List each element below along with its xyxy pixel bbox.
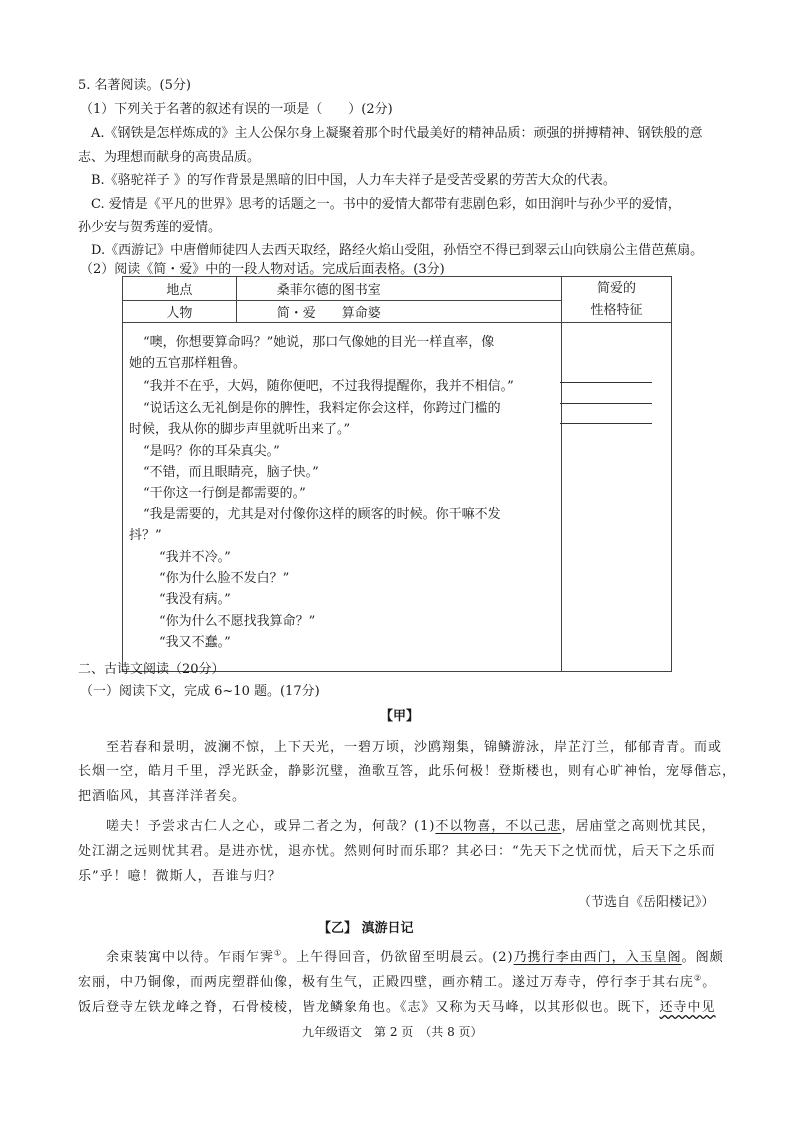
jia-source: （节选自《岳阳楼记》） [578, 895, 715, 910]
wavy-underlined-phrase: 还寺中见 [659, 1000, 716, 1015]
people-value: 简・爱 算命婆 [236, 301, 561, 323]
place-value: 桑菲尔德的图书室 [236, 277, 561, 301]
dialogue-line: “我并不冷。” [159, 550, 231, 565]
q5-sub1: （1）下列关于名著的叙述有误的一项是（ ）(2分) [80, 102, 393, 117]
q5-option-c-line1: C. 爱情是《平凡的世界》思考的话题之一。书中的爱情大都带有悲剧色彩，如田润叶与孙少平的爱情， [91, 197, 681, 212]
dialogue-line: “我并不在乎，大妈，随你便吧，不过我得提醒你，我并不相信。” [143, 379, 514, 394]
yi-line2-b: 。 [702, 975, 717, 990]
jia-p2-line2: 处江湖之远则忧其君。是进亦忧，退亦忧。然则何时而乐耶？其必曰：“先天下之忧而忧，后天下之乐而 [78, 844, 716, 859]
dialogue-line: 时候，我从你的脚步声里就听出来了。” [129, 422, 351, 437]
answer-blank-line[interactable] [560, 423, 652, 424]
dialogue-line: “噢，你想要算命吗？”她说，那口气像她的目光一样直率，像 [143, 335, 495, 350]
dialogue-line: 抖？” [129, 528, 162, 543]
dialogue-line: “你为什么脸不发白？” [159, 571, 290, 586]
q5-sub2: （2）阅读《简・爱》中的一段人物对话。完成后面表格。(3分) [80, 262, 445, 277]
trait-answer-cell[interactable] [561, 323, 671, 672]
yi-line2 [78, 971, 716, 990]
place-label: 地点 [123, 277, 237, 301]
q5-option-a-line1: A.《钢铁是怎样炼成的》主人公保尔身上凝聚着那个时代最美好的精神品质：顽强的拼搏精神、钢铁般的意 [91, 126, 703, 141]
dialogue-line: “不错，而且眼睛亮，脑子快。” [143, 465, 319, 480]
footnote-marker-1: ① [274, 948, 283, 958]
section2-title: 二、古诗文阅读（20分） [78, 662, 225, 677]
people-label: 人物 [123, 301, 237, 323]
page-footer: 九年级语文 第 2 页 （共 8 页） [302, 1025, 483, 1039]
q5-option-a-line2: 志、为理想而献身的高贵品质。 [78, 150, 261, 165]
section2-sub1: （一）阅读下文，完成 6~10 题。(17分) [80, 684, 320, 699]
q5-option-b: B.《骆驼祥子 》的写作背景是黑暗的旧中国，人力车夫祥子是受苦受累的劳苦大众的代表。 [91, 173, 616, 188]
dialogue-cell [123, 323, 562, 672]
answer-blank-line[interactable] [560, 403, 652, 404]
q5-option-d: D.《西游记》中唐僧师徒四人去西天取经，路经火焰山受阻，孙悟空不得已到翠云山向铁扇公主借芭蕉扇。 [91, 243, 704, 258]
jia-p2-line1-b: ，居庙堂之高则忧其民， [561, 819, 716, 834]
trait-header [561, 277, 671, 323]
dialogue-line: “你为什么不愿找我算命？” [159, 614, 316, 629]
trait-header-line1: 简爱的 [596, 280, 636, 296]
underlined-phrase-1: 不以物喜，不以己悲 [435, 819, 562, 834]
jia-p1-line3: 把酒临风，其喜洋洋者矣。 [78, 789, 247, 804]
dialogue-line: “我是需要的，尤其是对付像你这样的顾客的时候。你干嘛不发 [143, 507, 501, 522]
dialogue-line: “我又不蠢。” [159, 635, 231, 650]
dialogue-line: “我没有病。” [159, 592, 231, 607]
jia-p2-line1 [106, 815, 715, 834]
dialogue-line: 她的五官那样粗鲁。 [129, 356, 247, 371]
dialogue-line: “说话这么无礼倒是你的脾性，我料定你会这样，你跨过门槛的 [143, 401, 501, 416]
yi-line2-a: 宏丽，中乃铜像，而两庑塑群仙像，极有生气，正殿四壁，画亦精工。遂过万寿寺，停行李于其右庑 [78, 975, 695, 990]
jane-eyre-table [122, 276, 672, 672]
yi-line3-a: 饭后登寺左铁龙峰之脊，石骨棱棱，皆龙鳞象角也。《志》又称为天马峰，以其形似也。既下， [78, 1000, 660, 1015]
jia-p1-line1: 至若春和景明，波澜不惊，上下天光，一碧万顷，沙鸥翔集，锦鳞游泳，岸芷汀兰，郁郁青青。而或 [106, 740, 723, 755]
dialogue-line: “是吗？你的耳朵真尖。” [143, 444, 280, 459]
dialogue-line: “干你这一行倒是都需要的。” [143, 486, 306, 501]
yi-line1-a: 余束装寓中以待。乍雨乍霁 [106, 950, 275, 965]
yi-line1-b: 。上午得回音，仍欲留至明晨云。(2) [282, 950, 514, 965]
answer-blank-line[interactable] [560, 382, 652, 383]
yi-line1-c: 。阁颇 [681, 950, 724, 965]
yi-line3 [78, 996, 716, 1015]
jia-p2-line1-a: 嗟夫！予尝求古仁人之心，或异二者之为，何哉？(1) [106, 819, 436, 834]
footnote-marker-2: ② [694, 973, 703, 983]
jia-title: 【甲】 [380, 709, 420, 724]
jia-p1-line2: 长烟一空，皓月千里，浮光跃金，静影沉璧，渔歌互答，此乐何极！登斯楼也，则有心旷神怡，宠辱偕忘， [78, 764, 737, 779]
underlined-phrase-2: 乃携行李由西门，入玉皇阁 [513, 950, 682, 965]
yi-line1 [106, 946, 724, 965]
yi-title: 【乙】 滇游日记 [318, 921, 414, 936]
jia-p2-line3: 乐”乎！噫！微斯人，吾谁与归？ [78, 869, 282, 884]
trait-header-line2: 性格特征 [590, 302, 643, 318]
q5-title: 5. 名著阅读。(5分) [78, 78, 191, 93]
q5-option-c-line2: 孙少安与贺秀莲的爱情。 [78, 220, 222, 235]
